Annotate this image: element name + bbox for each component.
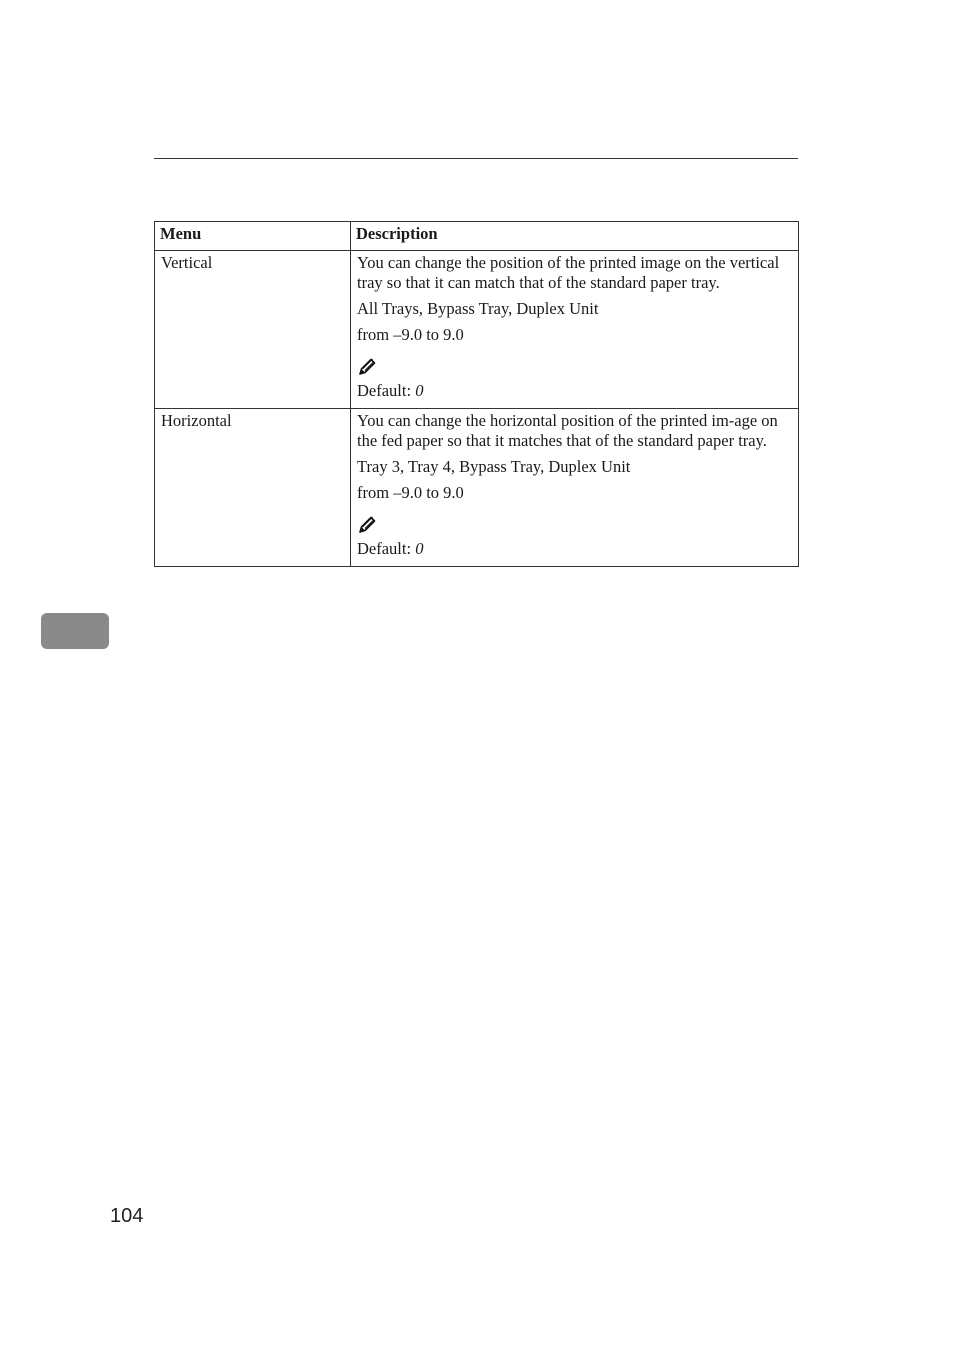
description-text: You can change the position of the printed image on the vertical tray so that it can match that of the standard paper tray. <box>357 253 780 292</box>
default-label: Default: <box>357 539 416 558</box>
menu-cell: Horizontal <box>155 409 351 567</box>
default-value: 0 <box>415 539 424 558</box>
default-label: Default: <box>357 381 416 400</box>
range-text: from –9.0 to 9.0 <box>357 325 464 344</box>
description-cell <box>351 409 799 567</box>
description-text: You can change the horizontal position of the printed im-age on the fed paper so that it matches that of the standard paper tray. <box>357 411 778 450</box>
default-line <box>357 539 793 559</box>
trays-text: Tray 3, Tray 4, Bypass Tray, Duplex Unit <box>357 457 631 476</box>
default-value: 0 <box>415 381 424 400</box>
pencil-note-icon <box>357 515 377 535</box>
header-rule <box>154 158 798 159</box>
table-row <box>155 409 799 567</box>
default-line <box>357 381 793 401</box>
page-number: 104 <box>110 1205 144 1227</box>
table-row <box>155 251 799 409</box>
range-text: from –9.0 to 9.0 <box>357 483 464 502</box>
pencil-note-icon <box>357 357 377 377</box>
chapter-tab <box>41 613 109 649</box>
menu-table <box>154 221 799 567</box>
table-header-row <box>155 222 799 251</box>
trays-text: All Trays, Bypass Tray, Duplex Unit <box>357 299 599 318</box>
column-header-description: Description <box>351 222 799 251</box>
description-cell <box>351 251 799 409</box>
column-header-menu: Menu <box>155 222 351 251</box>
menu-cell: Vertical <box>155 251 351 409</box>
